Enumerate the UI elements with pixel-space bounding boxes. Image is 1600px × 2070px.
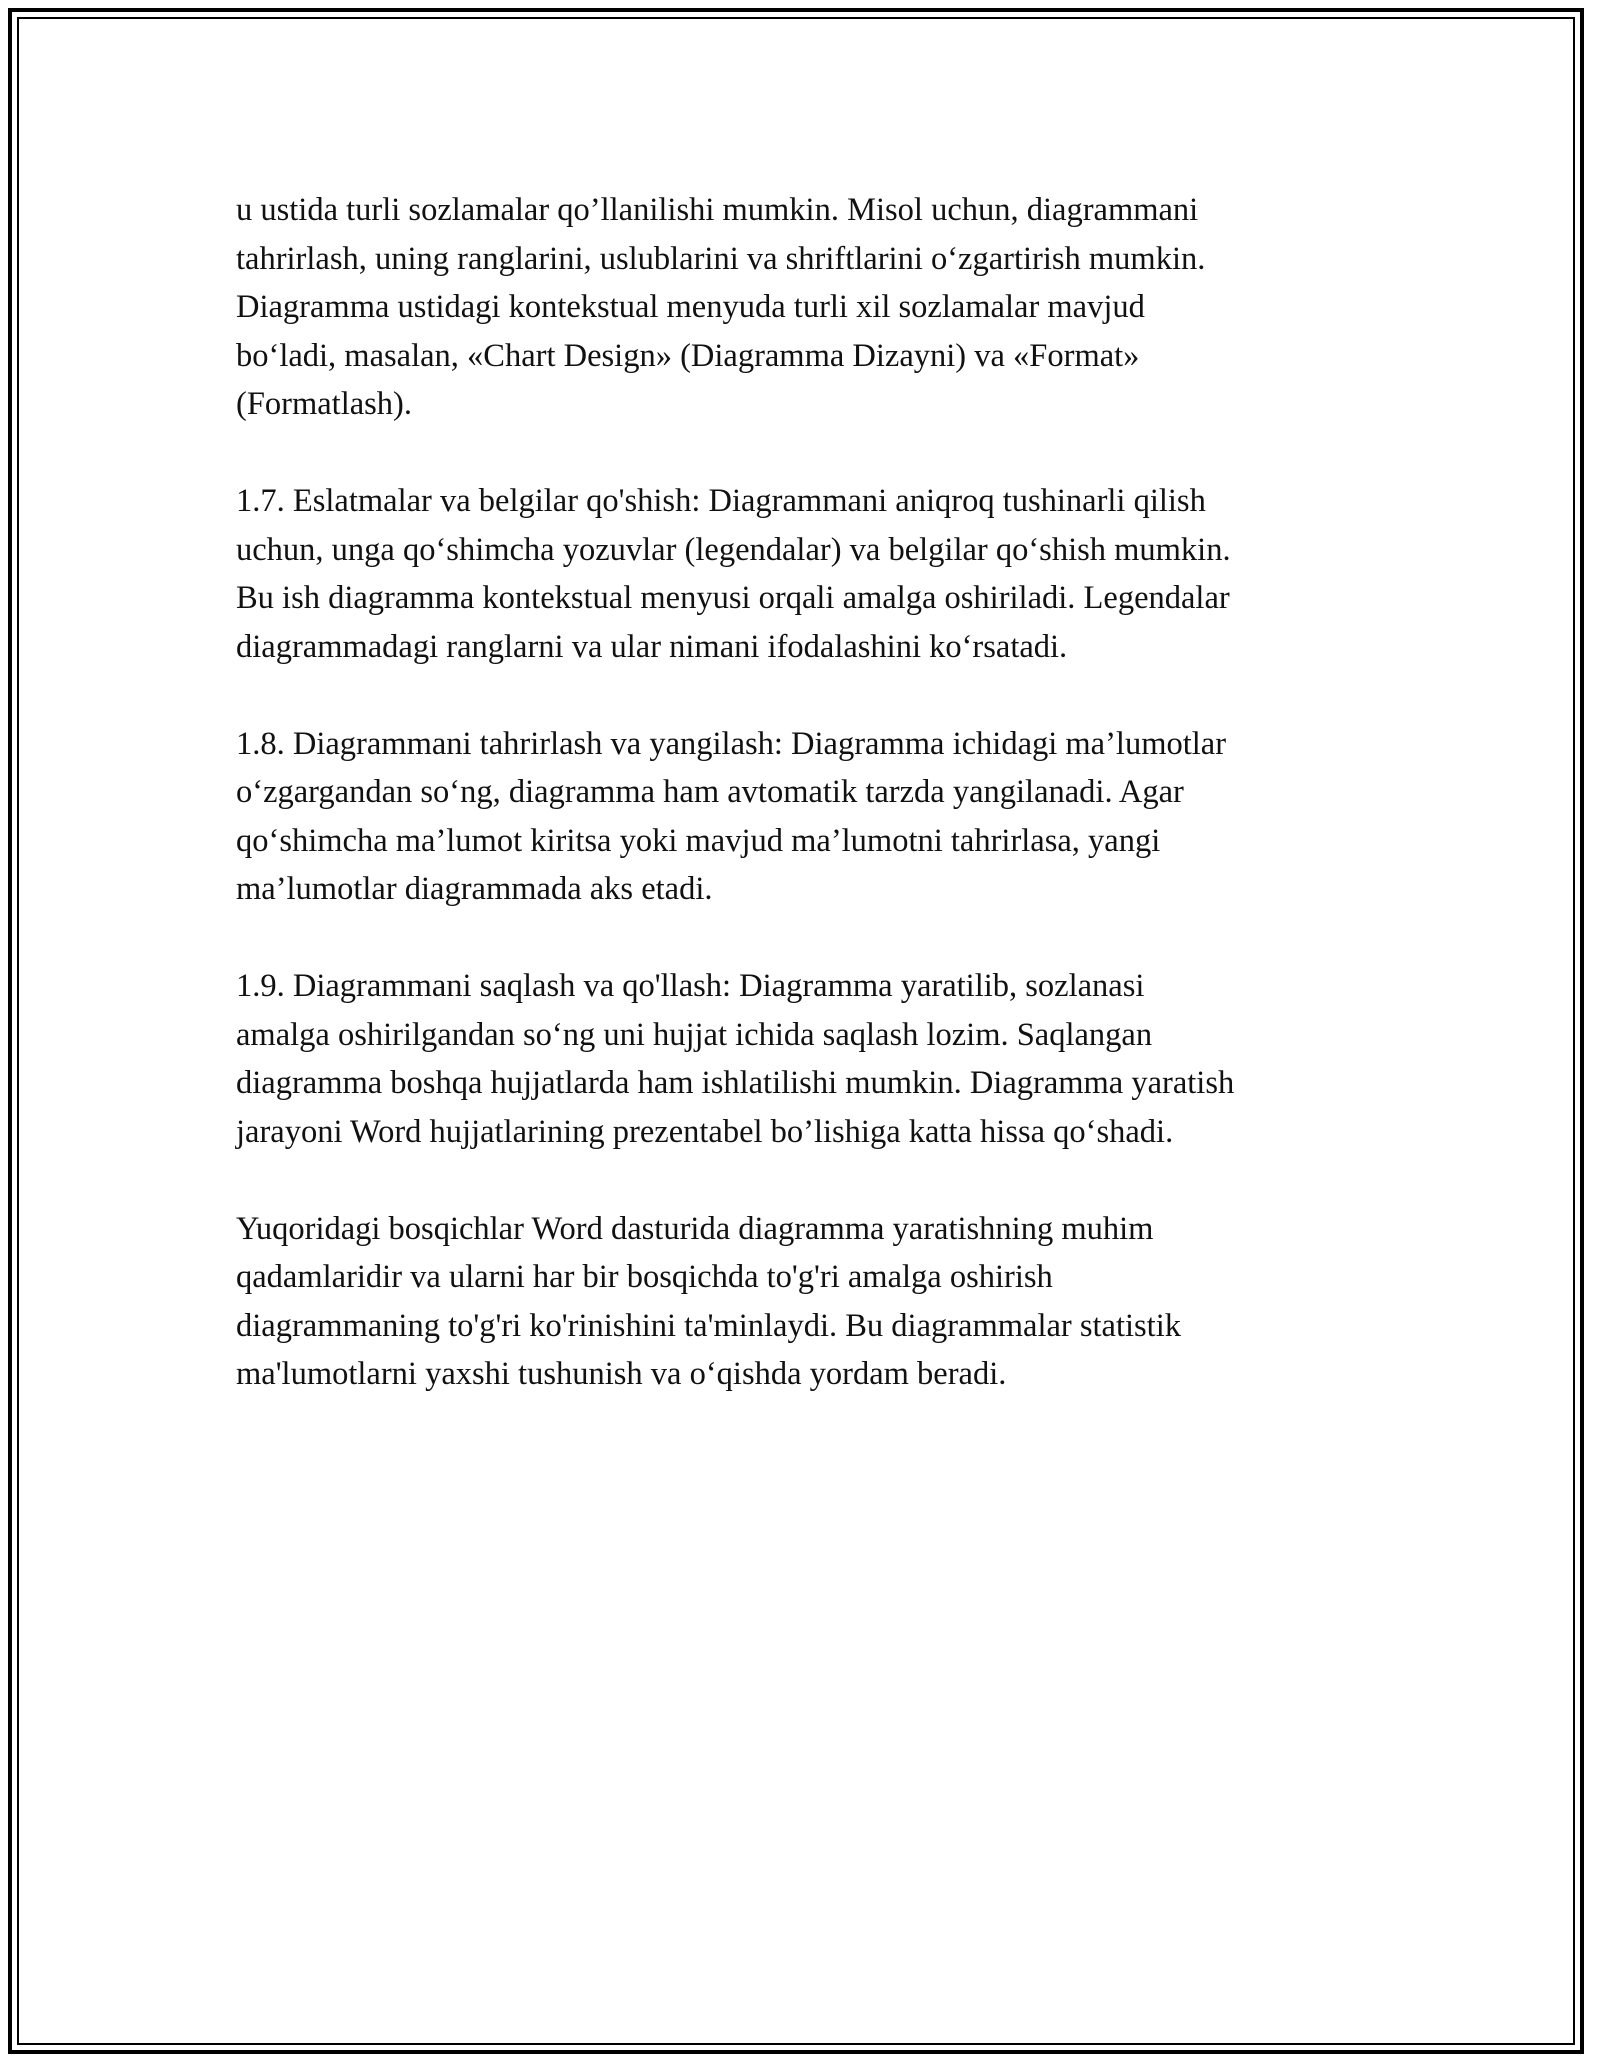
paragraph-notes-and-labels: 1.7. Eslatmalar va belgilar qo'shish: Diagrammani aniqroq tushinarli qilish uchun, unga qo‘shimcha yozuvlar (legendalar) va belgilar qo‘shish mumkin. Bu ish diagramma kontekstual menyusi orqali amalga oshiriladi. Legendalar diagrammadagi ranglarni va ular nimani ifodalashini ko‘rsatadi. bbox=[236, 483, 1231, 665]
paragraph-chart-settings: u ustida turli sozlamalar qo’llanilishi mumkin. Misol uchun, diagrammani tahrirlash, uning ranglarini, uslublarini va shriftlarini o‘zgartirish mumkin. Diagramma ustidagi kontekstual menyuda turli xil sozlamalar mavjud bo‘ladi, masalan, «Chart Design» (Diagramma Dizayni) va «Format» (Formatlash). bbox=[236, 192, 1206, 422]
paragraph-conclusion: Yuqoridagi bosqichlar Word dasturida diagramma yaratishning muhim qadamlaridir va ularni har bir bosqichda to'g'ri amalga oshirish diagrammaning to'g'ri ko'rinishini ta'minlaydi. Bu diagrammalar statistik ma'lumotlarni yaxshi tushunish va o‘qishda yordam beradi. bbox=[236, 1210, 1181, 1392]
paragraph-save-and-use: 1.9. Diagrammani saqlash va qo'llash: Diagramma yaratilib, sozlanasi amalga oshirilgandan so‘ng uni hujjat ichida saqlash lozim. Saqlangan diagramma boshqa hujjatlarda ham ishlatilishi mumkin. Diagramma yaratish jarayoni Word hujjatlarining prezentabel bo’lishiga katta hissa qo‘shadi. bbox=[236, 968, 1235, 1150]
paragraph-edit-and-update: 1.8. Diagrammani tahrirlash va yangilash: Diagramma ichidagi ma’lumotlar o‘zgargandan so‘ng, diagramma ham avtomatik tarzda yangilanadi. Agar qo‘shimcha ma’lumot kiritsa yoki mavjud ma’lumotni tahrirlasa, yangi ma’lumotlar diagrammada aks etadi. bbox=[236, 725, 1227, 907]
document-body bbox=[236, 186, 1386, 1447]
